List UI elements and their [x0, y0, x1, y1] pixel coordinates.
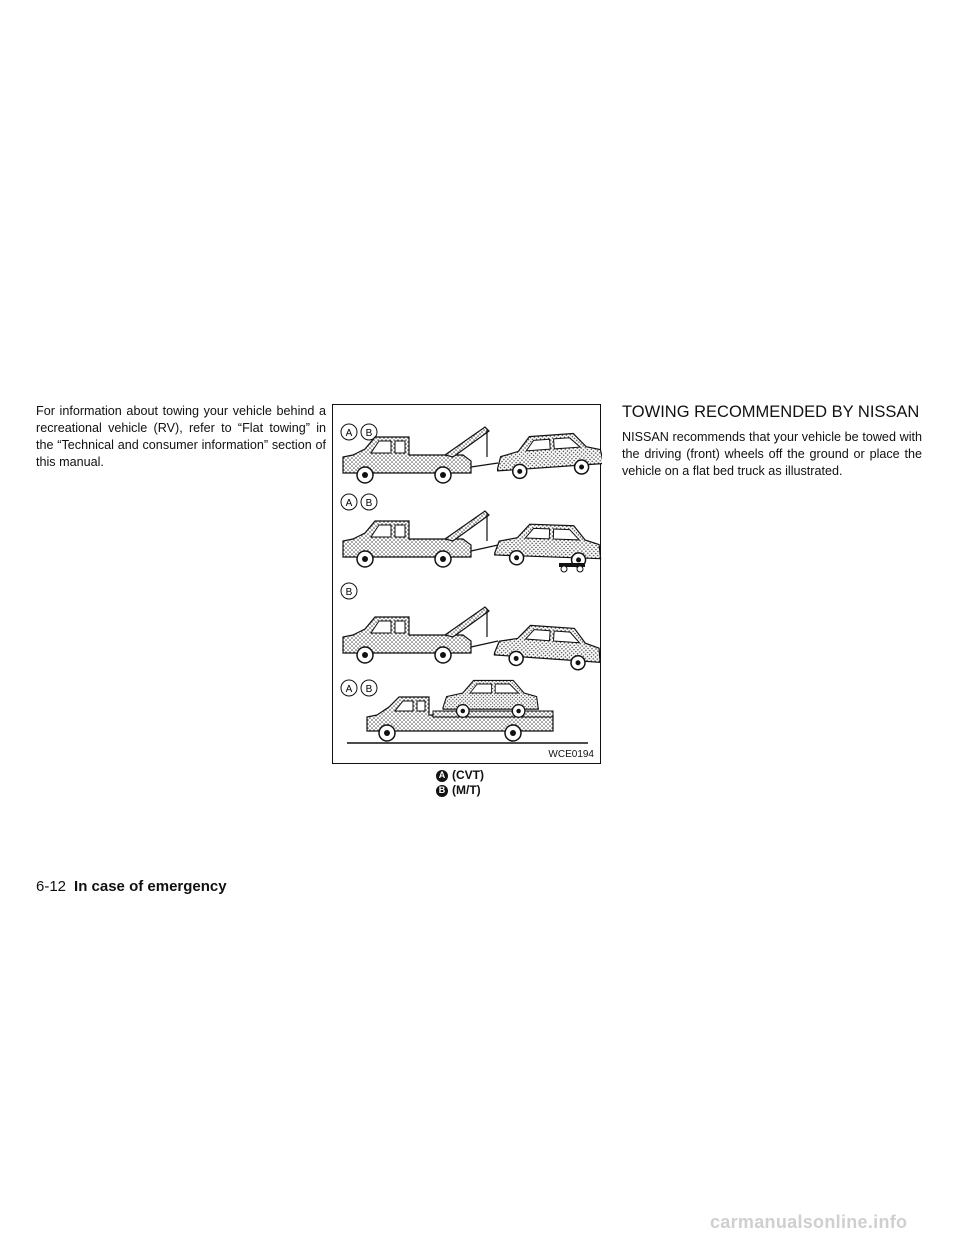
legend-text-cvt: (CVT) — [452, 768, 484, 782]
scene-4-label-b: B — [365, 684, 373, 695]
intro-paragraph: For information about towing your vehicle behind a recreational vehicle (RV), refer to “Flat towing” in the “Technical and consumer information” section of this manual. — [36, 404, 326, 469]
scene-2-label-a: A — [345, 498, 353, 509]
legend-key-a: A — [436, 770, 448, 782]
figure-code: WCE0194 — [548, 749, 594, 760]
legend-text-mt: (M/T) — [452, 783, 481, 797]
legend-item-mt — [436, 783, 556, 798]
towing-illustration — [332, 404, 601, 764]
section-heading: TOWING RECOMMENDED BY NISSAN — [622, 403, 920, 421]
scene-4-flatbed — [341, 680, 588, 743]
scene-4-label-a: A — [345, 684, 353, 695]
right-column — [622, 403, 922, 480]
section-name: In case of emergency — [74, 878, 227, 895]
scene-1-wheel-lift — [341, 424, 602, 483]
scene-2-label-b: B — [365, 498, 373, 509]
legend-item-cvt — [436, 768, 556, 783]
scene-2-dolly — [341, 494, 602, 572]
legend-key-b: B — [436, 785, 448, 797]
towing-scenes-drawing — [333, 405, 602, 765]
scene-1-label-a: A — [345, 428, 353, 439]
page-number: 6-12 — [36, 878, 67, 895]
site-watermark: carmanualsonline.info — [710, 1212, 908, 1232]
scene-3-label-b: B — [345, 587, 353, 598]
recommendation-paragraph: NISSAN recommends that your vehicle be towed with the driving (front) wheels off the ground or place the vehicle on a flat bed truck as illustrated. — [622, 430, 922, 478]
figure-legend — [436, 768, 556, 798]
page-footer — [36, 878, 227, 895]
scene-3-wheel-lift — [341, 583, 602, 671]
scene-1-label-b: B — [365, 428, 373, 439]
